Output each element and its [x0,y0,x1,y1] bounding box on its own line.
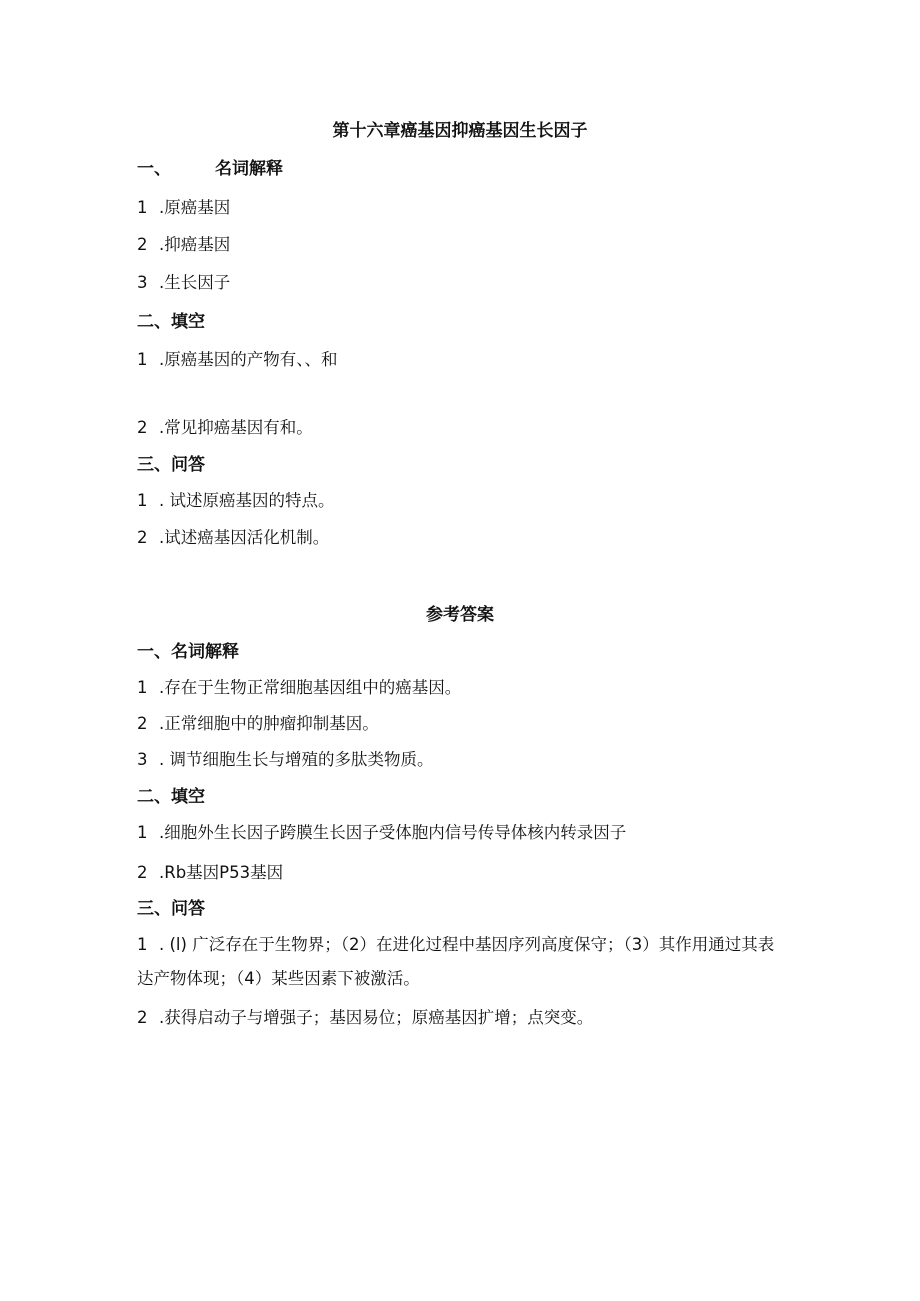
answer-heading-qa: 三、问答 [137,899,205,919]
section-heading-fill: 二、填空 [137,312,205,332]
answer-item: 1 . (l) 广泛存在于生物界；（2）在进化过程中基因序列高度保守；（3）其作用通过其表达产物体现；（4）某些因素下被激活。 [137,935,775,988]
question-item: 1 .原癌基因的产物有、、和 [137,350,338,369]
question-item: 2 .常见抑癌基因有和。 [137,418,313,437]
question-item: 3 .生长因子 [137,273,231,292]
answer-item: 1 .细胞外生长因子跨膜生长因子受体胞内信号传导体核内转录因子 [137,823,627,842]
question-item: 1 . 试述原癌基因的特点。 [137,491,335,510]
section-number: 一、 [137,159,171,179]
answers-title: 参考答案 [426,605,494,625]
answer-item: 3 . 调节细胞生长与增殖的多肽类物质。 [137,750,434,769]
question-item: 1 .原癌基因 [137,198,231,217]
section-label: 名词解释 [215,159,283,179]
answer-heading-fill: 二、填空 [137,787,205,807]
chapter-title: 第十六章癌基因抑癌基因生长因子 [332,121,588,141]
question-item: 2 .试述癌基因活化机制。 [137,528,330,547]
answer-heading-terms: 一、名词解释 [137,642,239,662]
section-heading-qa: 三、问答 [137,455,205,475]
question-item: 2 .抑癌基因 [137,235,231,254]
answer-item: 2 .Rb基因P53基因 [137,863,284,882]
section-heading-terms [137,158,283,180]
answer-item: 2 .正常细胞中的肿瘤抑制基因。 [137,714,379,733]
answer-item: 1 .存在于生物正常细胞基因组中的癌基因。 [137,678,462,697]
answer-item: 2 .获得启动子与增强子；基因易位；原癌基因扩增；点突变。 [137,1008,594,1027]
